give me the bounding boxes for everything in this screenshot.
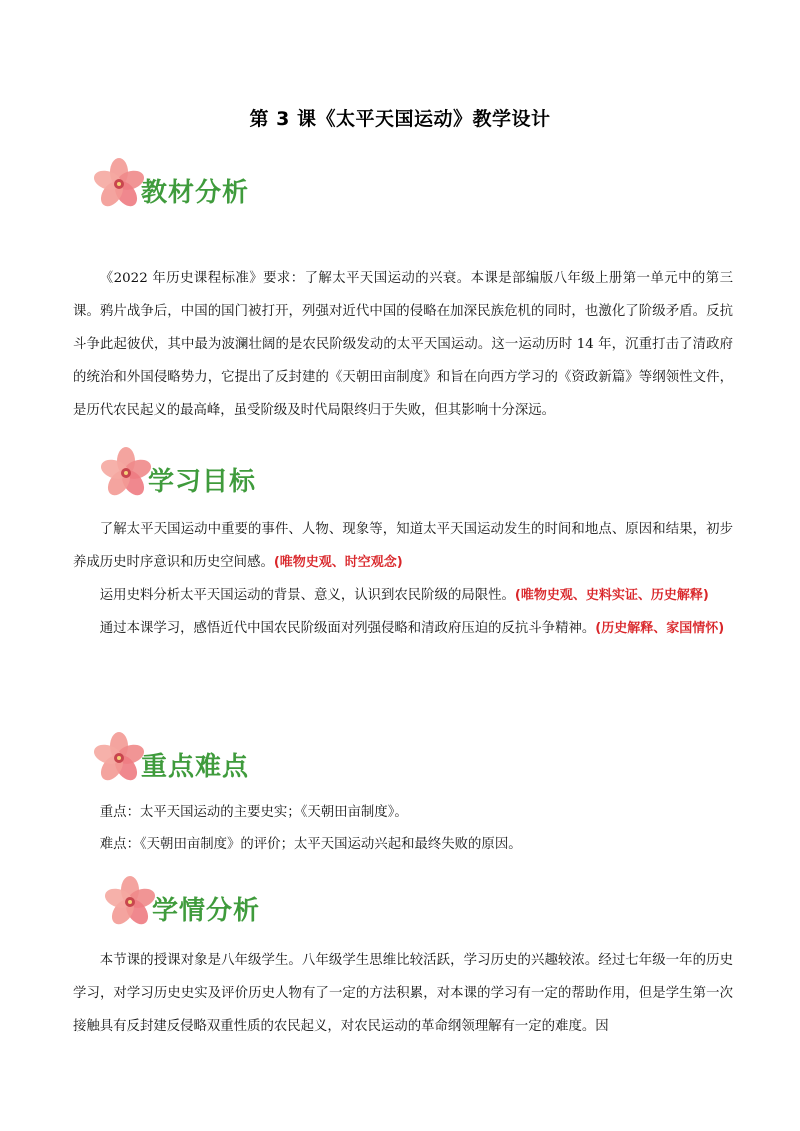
section-heading-analysis	[93, 158, 293, 214]
objective-tag: (唯物史观、史料实证、历史解释)	[514, 588, 709, 603]
students-text: 本节课的授课对象是八年级学生。八年级学生思维比较活跃，学习历史的兴趣较浓。经过七年级一年的历史学习，对学习历史史实及评价历史人物有了一定的方法积累，对本课的学习有一定的帮助作用，但是学生第一次接触具有反封建反侵略双重性质的农民起义，对农民运动的革命纲领理解有一定的难度。因	[73, 953, 733, 1034]
objective-text: 运用史料分析太平天国运动的背景、意义，认识到农民阶级的局限性。	[99, 588, 515, 603]
objective-tag: (唯物史观、时空观念)	[273, 555, 403, 570]
section-title: 学情分析	[152, 896, 261, 926]
objective-item	[73, 513, 733, 579]
objective-tag: (历史解释、家国情怀)	[595, 621, 725, 636]
objective-item	[73, 579, 733, 612]
important-point: 重点：太平天国运动的主要史实；《天朝田亩制度》。	[99, 805, 408, 820]
analysis-text: 《2022 年历史课程标准》要求：了解太平天国运动的兴衰。本课是部编版八年级上册第一单元中的第三课。鸦片战争后，中国的国门被打开，列强对近代中国的侵略在加深民族危机的同时，也激化了阶级矛盾。反抗斗争此起彼伏，其中最为波澜壮阔的是农民阶级发动的太平天国运动。这一运动历时 14 年，沉重打击了清政府的统治和外国侵略势力，它提出了反封建的《天朝田亩制度》和旨在向西方学习的《资政新篇》等纲领性文件，是历代农民起义的最高峰，虽受阶级及时代局限终归于失败，但其影响十分深远。	[73, 271, 733, 418]
objective-text: 了解太平天国运动中重要的事件、人物、现象等，知道太平天国运动发生的时间和地点、原因和结果，初步养成历史时序意识和历史空间感。	[73, 522, 733, 570]
section-title: 学习目标	[148, 467, 257, 497]
analysis-paragraph	[73, 262, 733, 427]
section-heading-students	[104, 876, 304, 932]
section-title: 重点难点	[141, 752, 250, 782]
document-title: 第 3 课《太平天国运动》教学设计	[249, 108, 551, 130]
students-paragraph	[73, 944, 733, 1043]
key-points-block	[73, 797, 733, 861]
objectives-list	[73, 513, 733, 645]
difficult-point: 难点：《天朝田亩制度》的评价；太平天国运动兴起和最终失败的原因。	[99, 837, 522, 852]
section-title: 教材分析	[141, 178, 250, 208]
section-heading-objectives	[100, 447, 300, 503]
objective-text: 通过本课学习，感悟近代中国农民阶级面对列强侵略和清政府压迫的反抗斗争精神。	[99, 621, 596, 636]
section-heading-key-points	[93, 732, 293, 788]
objective-item	[73, 612, 733, 645]
